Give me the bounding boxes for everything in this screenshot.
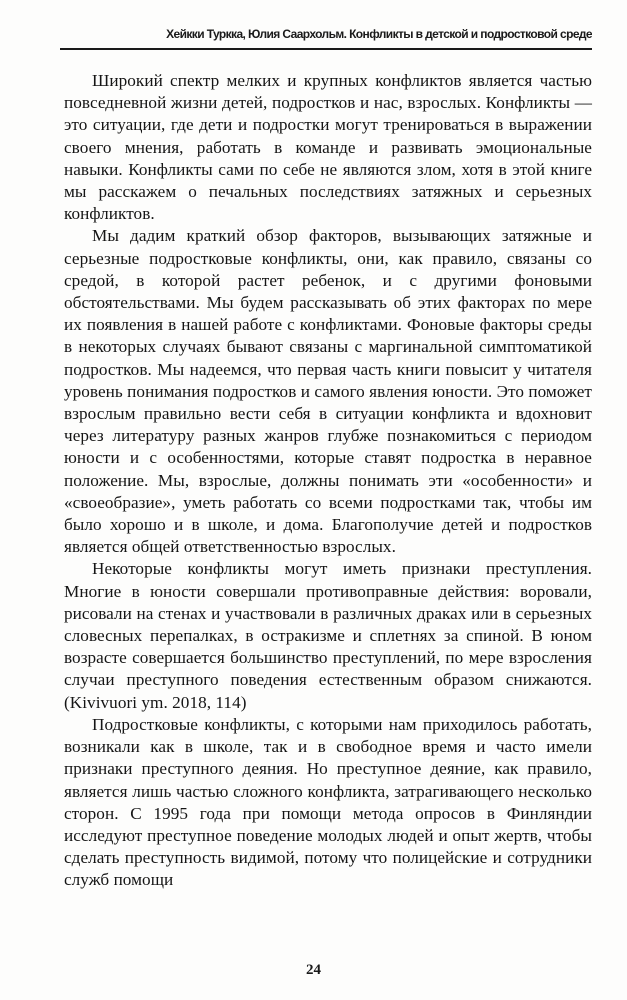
paragraph: Мы дадим краткий обзор факторов, вызывающих затяжные и серьезные подростковые конфликты, они, как правило, связаны со средой, в которой растет ребенок, и с другими фоновыми обстоятельствами. Мы будем рассказывать об этих факторах по мере их появления в нашей работе с конфликтами. Фоновые факторы среды в некоторых случаях бывают связаны с маргинальной симптоматикой подростков. Мы надеемся, что первая часть книги повысит у читателя уровень понимания подростков и самого явления юности. Это поможет взрослым правильно вести себя в ситуации конфликта и вдохновит через литературу разных жанров глубже познакомиться с периодом юности и с особенностями, которые ставят подростка в неравное положение. Мы, взрослые, должны понимать эти «особенности» и «своеобразие», уметь работать со всеми подростками так, чтобы им было хорошо и в школе, и дома. Благополучие детей и подростков является общей ответственностью взрослых. xyxy=(64,226,592,557)
paragraph: Широкий спектр мелких и крупных конфликтов является частью повседневной жизни детей, подростков и нас, взрослых. Конфликты — это ситуации, где дети и подростки могут тренироваться в выражении своего мнения, работать в команде и развивать эмоциональные навыки. Конфликты сами по себе не являются злом, хотя в этой книге мы расскажем о печальных последствиях затяжных и серьезных конфликтов. xyxy=(64,71,592,224)
page-number: 24 xyxy=(306,962,321,978)
body-text xyxy=(64,70,592,892)
header-rule xyxy=(60,48,592,50)
paragraph: Подростковые конфликты, с которыми нам приходилось работать, возникали как в школе, так и в свободное время и часто имели признаки преступного деяния. Но преступное деяние, как правило, является лишь частью сложного конфликта, затрагивающего несколько сторон. С 1995 года при помощи метода опросов в Финляндии исследуют преступное поведение молодых людей и опыт жертв, чтобы сделать преступность видимой, потому что полицейские и сотрудники служб помощи xyxy=(64,714,592,890)
paragraph: Некоторые конфликты могут иметь признаки преступления. Многие в юности совершали противоправные действия: воровали, рисовали на стенах и участвовали в различных драках или в серьезных словесных перепалках, в остракизме и сплетнях за спиной. В юном возрасте совершается большинство преступлений, по мере взросления случаи преступного поведения естественным образом снижаются. (Kivivuori ym. 2018, 114) xyxy=(64,559,592,712)
running-head: Хейкки Туркка, Юлия Саархольм. Конфликты в детской и подростковой среде xyxy=(166,27,592,41)
